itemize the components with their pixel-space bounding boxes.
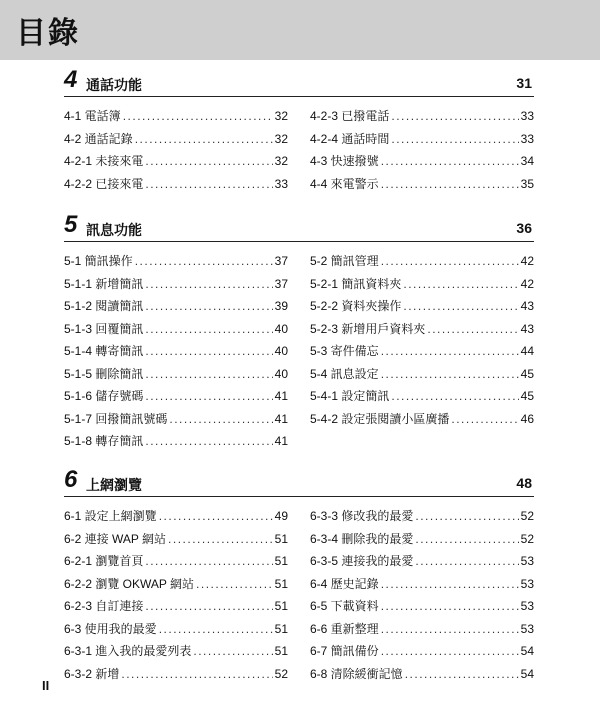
chapter-heading-5 — [64, 211, 534, 242]
toc-entry[interactable]: 5-4-2 設定張閱讀小區廣播 ..... 46 — [310, 410, 534, 433]
toc-entry[interactable]: 6-6 重新整理 ..... 53 — [310, 620, 534, 643]
toc-entry[interactable]: 6-3 使用我的最愛 ..... 51 — [64, 620, 288, 643]
chapter-heading-6 — [64, 466, 534, 497]
right-column — [310, 507, 534, 687]
chapter-title: 通話功能 — [86, 77, 142, 93]
page-title: 目錄 — [16, 17, 80, 50]
toc-entry[interactable]: 5-1-8 轉存簡訊 ..... 41 — [64, 432, 288, 455]
toc-entry[interactable]: 4-3 快速撥號 ..... 34 — [310, 152, 534, 175]
toc-entry[interactable]: 4-2 通話記錄 ..... 32 — [64, 130, 288, 153]
toc-entry[interactable]: 5-4-1 設定簡訊 ..... 45 — [310, 387, 534, 410]
toc-entry[interactable]: 6-4 歷史記錄 ..... 53 — [310, 575, 534, 598]
page-folio: II — [42, 678, 50, 693]
toc-entry[interactable]: 5-1 簡訊操作 ..... 37 — [64, 252, 288, 275]
chapter-title: 訊息功能 — [86, 222, 142, 238]
chapter-title: 上網瀏覽 — [86, 477, 142, 493]
toc-entry[interactable]: 6-7 簡訊備份 ..... 54 — [310, 642, 534, 665]
toc-entry[interactable]: 5-1-2 閱讀簡訊 ..... 39 — [64, 297, 288, 320]
toc-entry[interactable]: 6-5 下載資料 ..... 53 — [310, 597, 534, 620]
toc-entry[interactable]: 5-1-4 轉寄簡訊 ..... 40 — [64, 342, 288, 365]
toc-entry[interactable]: 6-3-1 進入我的最愛列表 ..... 51 — [64, 642, 288, 665]
toc-entry[interactable]: 4-2-2 已接來電 ..... 33 — [64, 175, 288, 198]
chapter-page: 48 — [516, 475, 532, 491]
toc-entry[interactable]: 6-2-2 瀏覽 OKWAP 網站 ..... 51 — [64, 575, 288, 598]
toc-entry[interactable]: 6-2-3 自訂連接 ..... 51 — [64, 597, 288, 620]
chapter-number: 4 — [64, 66, 78, 93]
toc-entry[interactable]: 4-1 電話簿 ..... 32 — [64, 107, 288, 130]
toc-entry[interactable]: 6-2 連接 WAP 網站 ..... 51 — [64, 530, 288, 553]
header-banner — [0, 0, 600, 60]
chapter-page: 36 — [516, 220, 532, 236]
toc-entry[interactable]: 6-3-3 修改我的最愛 ..... 52 — [310, 507, 534, 530]
toc-entry[interactable]: 5-2 簡訊管理 ..... 42 — [310, 252, 534, 275]
chapter-number: 6 — [64, 466, 78, 493]
right-column — [310, 252, 534, 432]
toc-entry[interactable]: 5-2-3 新增用戶資料夾 ..... 43 — [310, 320, 534, 343]
toc-entry[interactable]: 4-4 來電警示 ..... 35 — [310, 175, 534, 198]
left-column — [64, 107, 288, 197]
chapter-number: 5 — [64, 211, 78, 238]
toc-entry[interactable]: 6-3-4 刪除我的最愛 ..... 52 — [310, 530, 534, 553]
toc-entry[interactable]: 5-1-3 回覆簡訊 ..... 40 — [64, 320, 288, 343]
right-column — [310, 107, 534, 197]
chapter-heading-4 — [64, 66, 534, 97]
toc-entry[interactable]: 6-3-5 連接我的最愛 ..... 53 — [310, 552, 534, 575]
toc-entry[interactable]: 5-1-1 新增簡訊 ..... 37 — [64, 275, 288, 298]
chapter-page: 31 — [516, 75, 532, 91]
toc-entry[interactable]: 5-1-6 儲存號碼 ..... 41 — [64, 387, 288, 410]
toc-entry[interactable]: 6-3-2 新增 ..... 52 — [64, 665, 288, 688]
toc-entry[interactable]: 5-3 寄件備忘 ..... 44 — [310, 342, 534, 365]
toc-entry[interactable]: 4-2-1 未接來電 ..... 32 — [64, 152, 288, 175]
toc-entry[interactable]: 5-2-2 資料夾操作 ..... 43 — [310, 297, 534, 320]
toc-entry[interactable]: 5-1-5 刪除簡訊 ..... 40 — [64, 365, 288, 388]
toc-entry[interactable]: 6-8 清除緩衝記憶 ..... 54 — [310, 665, 534, 688]
toc-entry[interactable]: 6-1 設定上網瀏覽 ..... 49 — [64, 507, 288, 530]
toc-entry[interactable]: 5-4 訊息設定 ..... 45 — [310, 365, 534, 388]
toc-entry[interactable]: 5-1-7 回撥簡訊號碼 ..... 41 — [64, 410, 288, 433]
toc-entry[interactable]: 4-2-3 已撥電話 ..... 33 — [310, 107, 534, 130]
left-column — [64, 252, 288, 455]
toc-entry[interactable]: 4-2-4 通話時間 ..... 33 — [310, 130, 534, 153]
toc-entry[interactable]: 5-2-1 簡訊資料夾 ..... 42 — [310, 275, 534, 298]
left-column — [64, 507, 288, 687]
toc-entry[interactable]: 6-2-1 瀏覽首頁 ..... 51 — [64, 552, 288, 575]
